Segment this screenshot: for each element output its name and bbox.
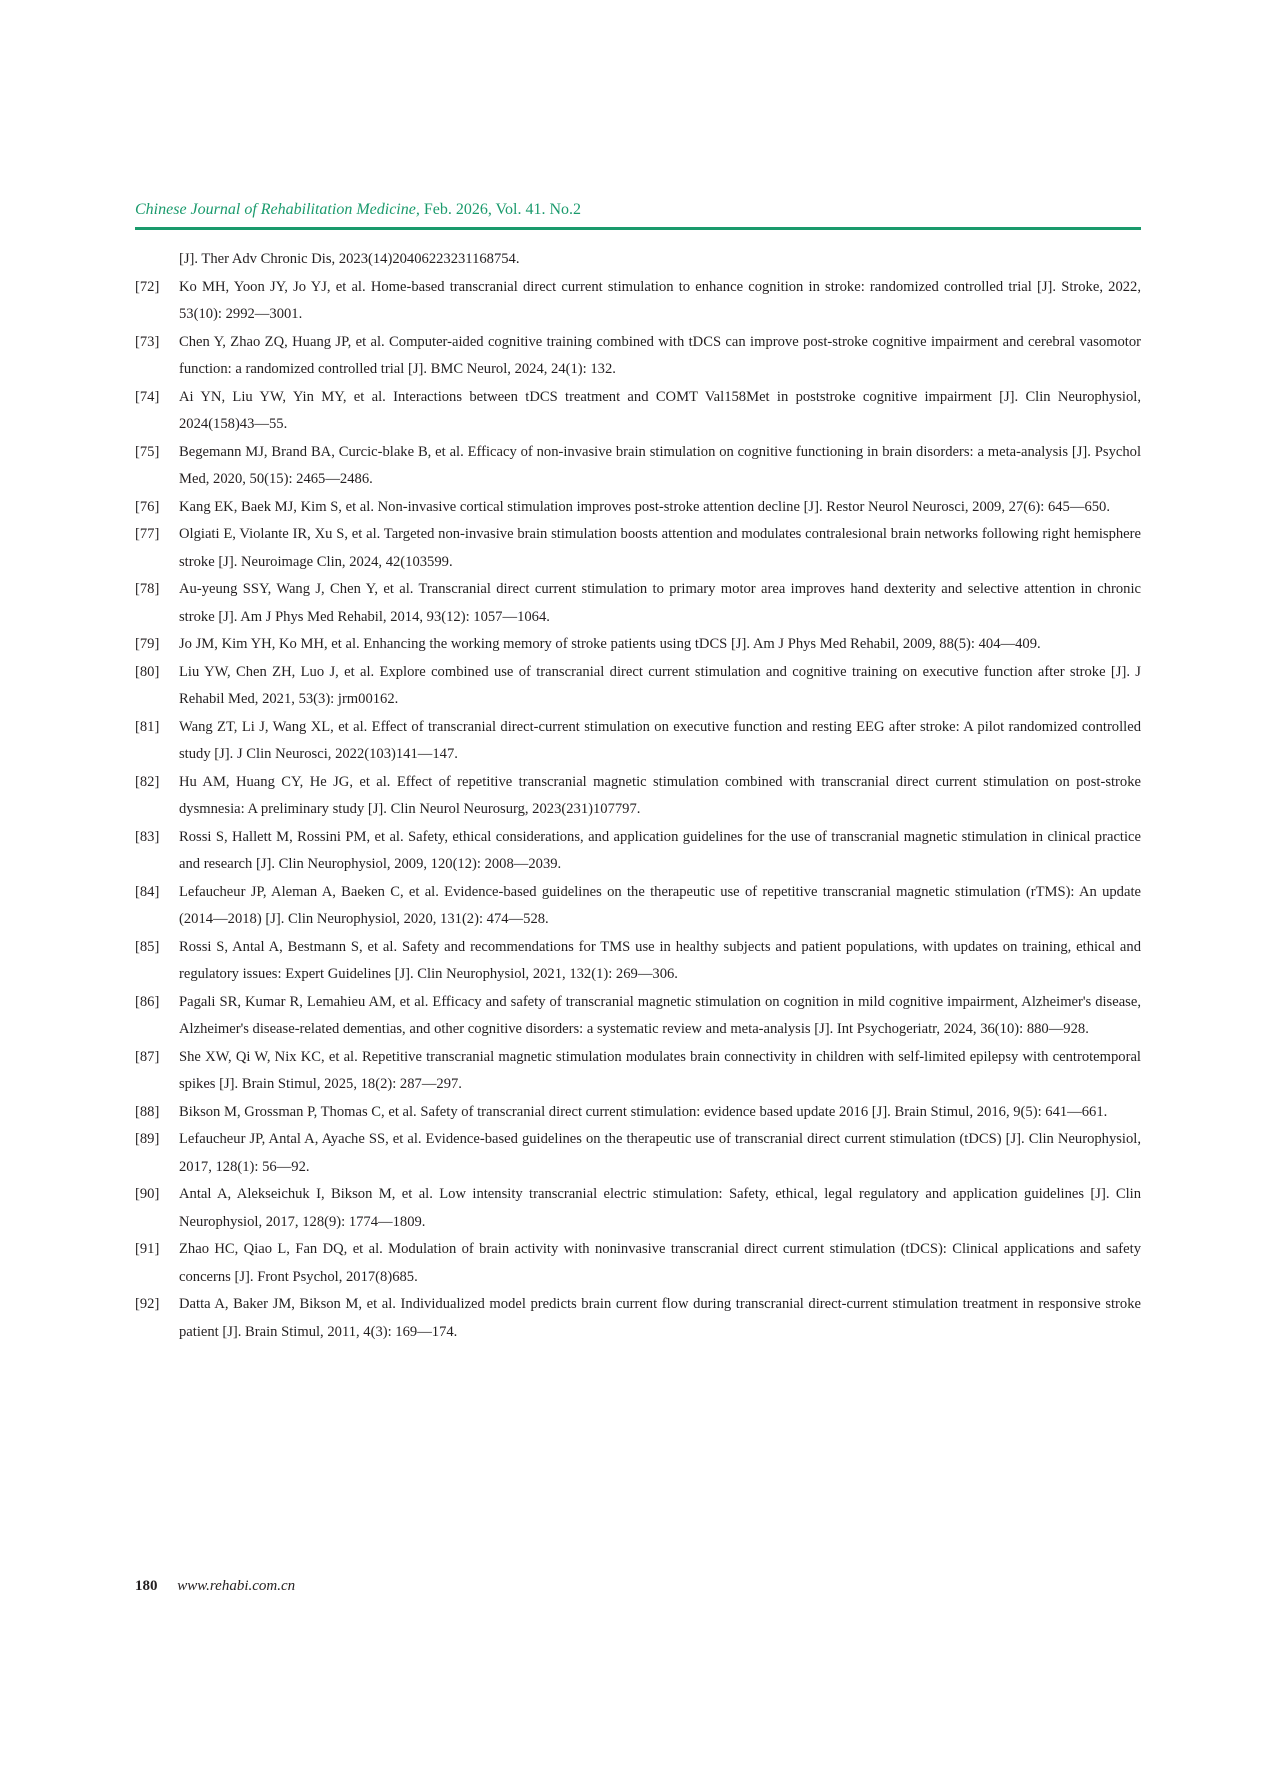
reference-entry (135, 631, 1141, 659)
journal-title: Chinese Journal of Rehabilitation Medicine, (135, 201, 420, 218)
reference-list (135, 246, 1141, 1346)
reference-text: Begemann MJ, Brand BA, Curcic-blake B, et al. Efficacy of non-invasive brain stimulation on cognitive functioning in brain disorders: a meta-analysis [J]. Psychol Med, 2020, 50(15): 2465—2486. (179, 443, 1141, 487)
reference-text: Kang EK, Baek MJ, Kim S, et al. Non-invasive cortical stimulation improves post-stroke attention decline [J]. Restor Neurol Neurosci, 2009, 27(6): 645—650. (179, 498, 1110, 515)
reference-text: Au-yeung SSY, Wang J, Chen Y, et al. Transcranial direct current stimulation to primary motor area improves hand dexterity and selective attention in chronic stroke [J]. Am J Phys Med Rehabil, 2014, 93(12): 1057—1064. (179, 581, 1141, 625)
reference-text: Hu AM, Huang CY, He JG, et al. Effect of repetitive transcranial magnetic stimulation combined with transcranial direct current stimulation on post-stroke dysmnesia: A preliminary study [J]. Clin Neurol Neurosurg, 2023(231)107797. (179, 773, 1141, 817)
reference-number: [91] (135, 1241, 160, 1257)
reference-entry (135, 384, 1141, 439)
reference-number: [84] (135, 883, 160, 900)
reference-text: Datta A, Baker JM, Bikson M, et al. Individualized model predicts brain current flow during transcranial direct-current stimulation treatment in responsive stroke patient [J]. Brain Stimul, 2011, 4(3): 169—174. (179, 1296, 1141, 1340)
reference-entry (135, 246, 1141, 274)
reference-text: Lefaucheur JP, Antal A, Ayache SS, et al. Evidence-based guidelines on the therapeutic use of transcranial direct current stimulation (tDCS) [J]. Clin Neurophysiol, 2017, 128(1): 56—92. (179, 1131, 1141, 1175)
reference-entry (135, 576, 1141, 631)
reference-number: [83] (135, 828, 160, 845)
issue-info: Feb. 2026, Vol. 41. No.2 (423, 201, 582, 218)
reference-number: [92] (135, 1296, 160, 1312)
reference-number: [74] (135, 388, 160, 405)
reference-entry (135, 989, 1141, 1044)
reference-entry (135, 1099, 1141, 1127)
reference-text: Olgiati E, Violante IR, Xu S, et al. Targeted non-invasive brain stimulation boosts attention and modulates contralesional brain networks following right hemisphere stroke [J]. Neuroimage Clin, 2024, 42(103599. (179, 526, 1141, 570)
reference-entry (135, 879, 1141, 934)
reference-entry (135, 1044, 1141, 1099)
journal-website: www.rehabi.com.cn (177, 1578, 296, 1594)
reference-text: Rossi S, Antal A, Bestmann S, et al. Safety and recommendations for TMS use in healthy subjects and patient populations, with updates on training, ethical and regulatory issues: Expert Guidelines [J]. Clin Neurophysiol, 2021, 132(1): 269—306. (179, 938, 1141, 982)
reference-text: Antal A, Alekseichuk I, Bikson M, et al. Low intensity transcranial electric stimulation: Safety, ethical, legal regulatory and application guidelines [J]. Clin Neurophysiol, 2017, 128(9): 1774—1809. (179, 1186, 1141, 1230)
reference-entry (135, 934, 1141, 989)
reference-number: [81] (135, 718, 160, 735)
reference-number: [75] (135, 443, 160, 460)
reference-number: [78] (135, 581, 160, 597)
reference-entry (135, 521, 1141, 576)
reference-entry (135, 439, 1141, 494)
reference-entry (135, 1236, 1141, 1291)
running-header (135, 201, 1141, 227)
reference-text: She XW, Qi W, Nix KC, et al. Repetitive transcranial magnetic stimulation modulates brain connectivity in children with self-limited epilepsy with centrotemporal spikes [J]. Brain Stimul, 2025, 18(2): 287—297. (179, 1048, 1141, 1092)
reference-number: [82] (135, 773, 160, 790)
reference-entry (135, 659, 1141, 714)
reference-text: Pagali SR, Kumar R, Lemahieu AM, et al. Efficacy and safety of transcranial magnetic stimulation on cognition in mild cognitive impairment, Alzheimer's disease, Alzheimer's disease-related dementias, and other cognitive disorders: a systematic review and meta-analysis [J]. Int Psychogeriatr, 2024, 36(10): 880—928. (179, 993, 1141, 1037)
reference-entry (135, 329, 1141, 384)
reference-text: Zhao HC, Qiao L, Fan DQ, et al. Modulation of brain activity with noninvasive transcranial direct current stimulation (tDCS): Clinical applications and safety concerns [J]. Front Psychol, 2017(8)685. (179, 1241, 1141, 1285)
reference-text: Ai YN, Liu YW, Yin MY, et al. Interactions between tDCS treatment and COMT Val158Met in poststroke cognitive impairment [J]. Clin Neurophysiol, 2024(158)43—55. (179, 388, 1141, 432)
reference-text: Chen Y, Zhao ZQ, Huang JP, et al. Computer-aided cognitive training combined with tDCS can improve post-stroke cognitive impairment and cerebral vasomotor function: a randomized controlled trial [J]. BMC Neurol, 2024, 24(1): 132. (179, 333, 1141, 377)
reference-text: Ko MH, Yoon JY, Jo YJ, et al. Home-based transcranial direct current stimulation to enhance cognition in stroke: randomized controlled trial [J]. Stroke, 2022, 53(10): 2992—3001. (179, 278, 1141, 322)
reference-entry (135, 769, 1141, 824)
reference-entry (135, 714, 1141, 769)
reference-number: [73] (135, 333, 160, 350)
reference-entry (135, 1181, 1141, 1236)
reference-text: Bikson M, Grossman P, Thomas C, et al. Safety of transcranial direct current stimulation: evidence based update 2016 [J]. Brain Stimul, 2016, 9(5): 641—661. (179, 1103, 1108, 1120)
reference-text: Jo JM, Kim YH, Ko MH, et al. Enhancing the working memory of stroke patients using tDCS [J]. Am J Phys Med Rehabil, 2009, 88(5): 404—409. (179, 636, 1041, 652)
reference-number: [88] (135, 1103, 160, 1120)
reference-entry (135, 274, 1141, 329)
reference-text: Wang ZT, Li J, Wang XL, et al. Effect of transcranial direct-current stimulation on executive function and resting EEG after stroke: A pilot randomized controlled study [J]. J Clin Neurosci, 2022(103)141—147. (179, 718, 1141, 762)
reference-number: [76] (135, 498, 160, 515)
reference-text: Rossi S, Hallett M, Rossini PM, et al. Safety, ethical considerations, and application guidelines for the use of transcranial magnetic stimulation in clinical practice and research [J]. Clin Neurophysiol, 2009, 120(12): 2008—2039. (179, 828, 1141, 872)
reference-number: [72] (135, 278, 160, 295)
page-number: 180 (135, 1578, 158, 1594)
reference-entry (135, 1126, 1141, 1181)
reference-number: [86] (135, 993, 160, 1010)
reference-number: [89] (135, 1131, 160, 1147)
header-rule (135, 227, 1141, 230)
reference-entry (135, 824, 1141, 879)
page-footer (135, 1578, 295, 1595)
reference-entry (135, 494, 1141, 522)
reference-number: [90] (135, 1186, 160, 1202)
reference-text: [J]. Ther Adv Chronic Dis, 2023(14)20406223231168754. (179, 251, 520, 267)
reference-number: [87] (135, 1048, 160, 1065)
reference-number: [77] (135, 526, 160, 542)
reference-entry (135, 1291, 1141, 1346)
reference-number: [85] (135, 938, 160, 955)
reference-number: [80] (135, 663, 160, 680)
reference-text: Lefaucheur JP, Aleman A, Baeken C, et al. Evidence-based guidelines on the therapeutic use of repetitive transcranial magnetic stimulation (rTMS): An update (2014—2018) [J]. Clin Neurophysiol, 2020, 131(2): 474—528. (179, 883, 1141, 927)
reference-text: Liu YW, Chen ZH, Luo J, et al. Explore combined use of transcranial direct current stimulation and cognitive training on executive function after stroke [J]. J Rehabil Med, 2021, 53(3): jrm00162. (179, 663, 1141, 707)
reference-number: [79] (135, 636, 160, 652)
